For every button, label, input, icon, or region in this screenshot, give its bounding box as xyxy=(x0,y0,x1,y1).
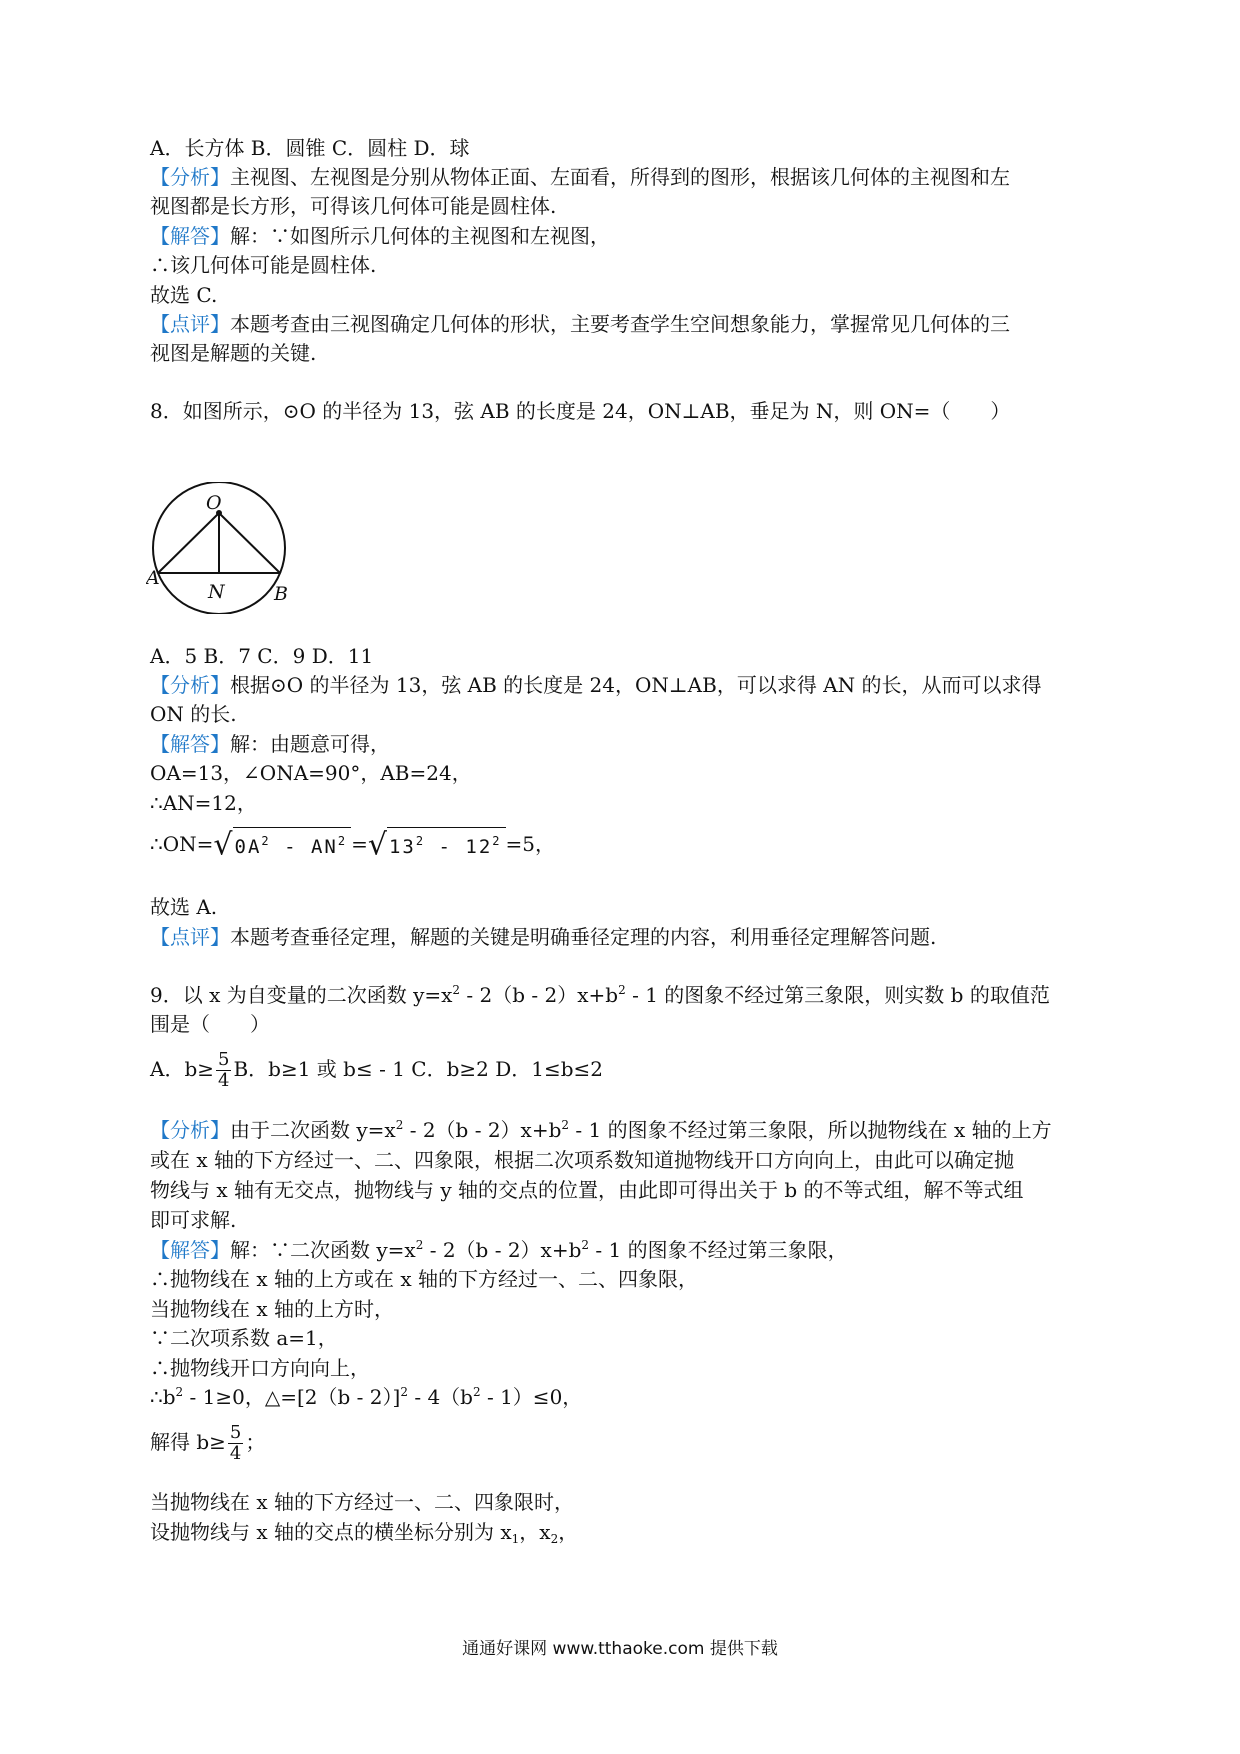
formula-prefix: ∴ON= xyxy=(150,832,214,856)
q9-options: A．b≥ $\frac{5}{4}$ B．b≥1 或 b≤ - 1 C．b≥2 D．1≤b≤2 xyxy=(150,1049,604,1091)
analysis-tag: 【分析】 xyxy=(150,673,230,697)
q7-solution-line-1 xyxy=(150,223,1100,249)
q8-options: A．5 B．7 C．9 D．11 xyxy=(150,644,374,668)
q9-solution-line-3: 当抛物线在 x 轴的上方时， xyxy=(150,1297,394,1321)
solution-text: 解：由题意可得， xyxy=(230,732,390,756)
circle-figure xyxy=(146,482,296,614)
formula-equals: = xyxy=(351,832,368,856)
label-b: B xyxy=(274,583,288,605)
comment-tag: 【点评】 xyxy=(150,925,230,949)
analysis-tag: 【分析】 xyxy=(150,1118,230,1142)
q9-solution-line-2: ∴抛物线在 x 轴的上方或在 x 轴的下方经过一、二、四象限， xyxy=(150,1267,698,1291)
q9-question-line-1: 9．以 x 为自变量的二次函数 $y=x^2 - 2(b - 2)x+b^2 - 1$ 的图象不经过第三象限，则实数 b 的取值范 xyxy=(150,983,1050,1007)
q7-comment-line-2: 视图是解题的关键. xyxy=(150,341,317,365)
fraction-five-fourths: $\frac{5}{4}$ xyxy=(218,1049,230,1091)
q9-analysis-line-3: 物线与 x 轴有无交点，抛物线与 y 轴的交点的位置，由此即可得出关于 b 的不等式组，解不等式组 xyxy=(150,1178,1024,1202)
q7-analysis-line-2: 视图都是长方形，可得该几何体可能是圆柱体. xyxy=(150,194,557,218)
q9-solution-line-9: 设抛物线与 x 轴的交点的横坐标分别为 $x_1$，$x_2$， xyxy=(150,1520,579,1546)
radical-1: √ $0A^2 - AN^2$ xyxy=(213,827,351,864)
q9-analysis-line-2: 或在 x 轴的下方经过一、二、四象限，根据二次项系数知道抛物线开口方向向上，由此可以确定抛 xyxy=(150,1148,1014,1172)
q7-comment-line-1 xyxy=(150,311,1100,337)
analysis-text: 主视图、左视图是分别从物体正面、左面看，所得到的图形，根据该几何体的主视图和左 xyxy=(230,165,1010,189)
solution-tag: 【解答】 xyxy=(150,732,230,756)
q8-question: 8．如图所示，⊙O 的半径为 13，弦 AB 的长度是 24，ON⊥AB，垂足为 N，则 ON=（ ） xyxy=(150,399,1011,423)
analysis-text: 根据⊙O 的半径为 13，弦 AB 的长度是 24，ON⊥AB，可以求得 AN 的长，从而可以求得 xyxy=(230,673,1042,697)
label-a: A xyxy=(146,567,160,589)
q9-solution-line-5: ∴抛物线开口方向向上， xyxy=(150,1356,370,1380)
q9-solution-line-4: ∵二次项系数 a=1， xyxy=(150,1326,338,1350)
q9-analysis-line-4: 即可求解. xyxy=(150,1208,237,1232)
q8-solution-line-2: OA=13，∠ONA=90°，AB=24， xyxy=(150,761,472,785)
q9-question-line-2: 围是（ ） xyxy=(150,1012,270,1036)
q8-analysis-line-2: ON 的长. xyxy=(150,702,237,726)
solution-text: 解：∵如图所示几何体的主视图和左视图， xyxy=(230,224,610,248)
q8-solution-line-4 xyxy=(150,827,1100,864)
label-n: N xyxy=(208,581,225,603)
analysis-tag: 【分析】 xyxy=(150,165,230,189)
solution-tag: 【解答】 xyxy=(150,224,230,248)
q9-solution-line-8: 当抛物线在 x 轴的下方经过一、二、四象限时， xyxy=(150,1490,574,1514)
q9-analysis-line-1: 【分析】由于二次函数 $y=x^2 - 2(b - 2)x+b^2 - 1$ 的图象不经过第三象限，所以抛物线在 x 轴的上方 xyxy=(150,1118,1052,1142)
segment-ob xyxy=(219,513,280,573)
comment-text: 本题考查垂径定理，解题的关键是明确垂径定理的内容，利用垂径定理解答问题. xyxy=(230,925,937,949)
q7-analysis-line-1 xyxy=(150,164,1100,190)
q7-solution-line-3: 故选 C. xyxy=(150,283,218,307)
q9-solution-line-1: 【解答】解：∵二次函数 $y=x^2 - 2(b - 2)x+b^2 - 1$ 的图象不经过第三象限， xyxy=(150,1238,848,1262)
segment-oa xyxy=(158,513,219,573)
comment-tag: 【点评】 xyxy=(150,312,230,336)
page-footer: 通通好课网 www.tthaoke.com 提供下载 xyxy=(462,1639,778,1659)
q7-options: A．长方体 B．圆锥 C．圆柱 D．球 xyxy=(150,136,470,160)
q8-analysis-line-1 xyxy=(150,672,1100,698)
q8-solution-line-5: 故选 A. xyxy=(150,895,218,919)
q9-solution-line-6: $\therefore b^2 - 1\ge 0$，△=[2（b - $2)]^2 - 4(b^2 - 1)\le 0$， xyxy=(150,1385,583,1409)
solution-tag: 【解答】 xyxy=(150,1238,230,1262)
comment-text: 本题考查由三视图确定几何体的形状，主要考查学生空间想象能力，掌握常见几何体的三 xyxy=(230,312,1010,336)
q9-solution-line-7: 解得 b≥ $\frac{5}{4}$ ； xyxy=(150,1422,266,1464)
formula-result: =5， xyxy=(505,832,556,856)
q7-solution-line-2: ∴该几何体可能是圆柱体. xyxy=(150,253,377,277)
label-o: O xyxy=(206,492,222,514)
q8-solution-line-1 xyxy=(150,731,1100,757)
q8-solution-line-3: ∴AN=12， xyxy=(150,791,257,815)
fraction-five-fourths: $\frac{5}{4}$ xyxy=(229,1422,242,1464)
radical-2: √ $13^2 - 12^2$ xyxy=(368,827,506,864)
q8-comment-line-1 xyxy=(150,924,1100,950)
